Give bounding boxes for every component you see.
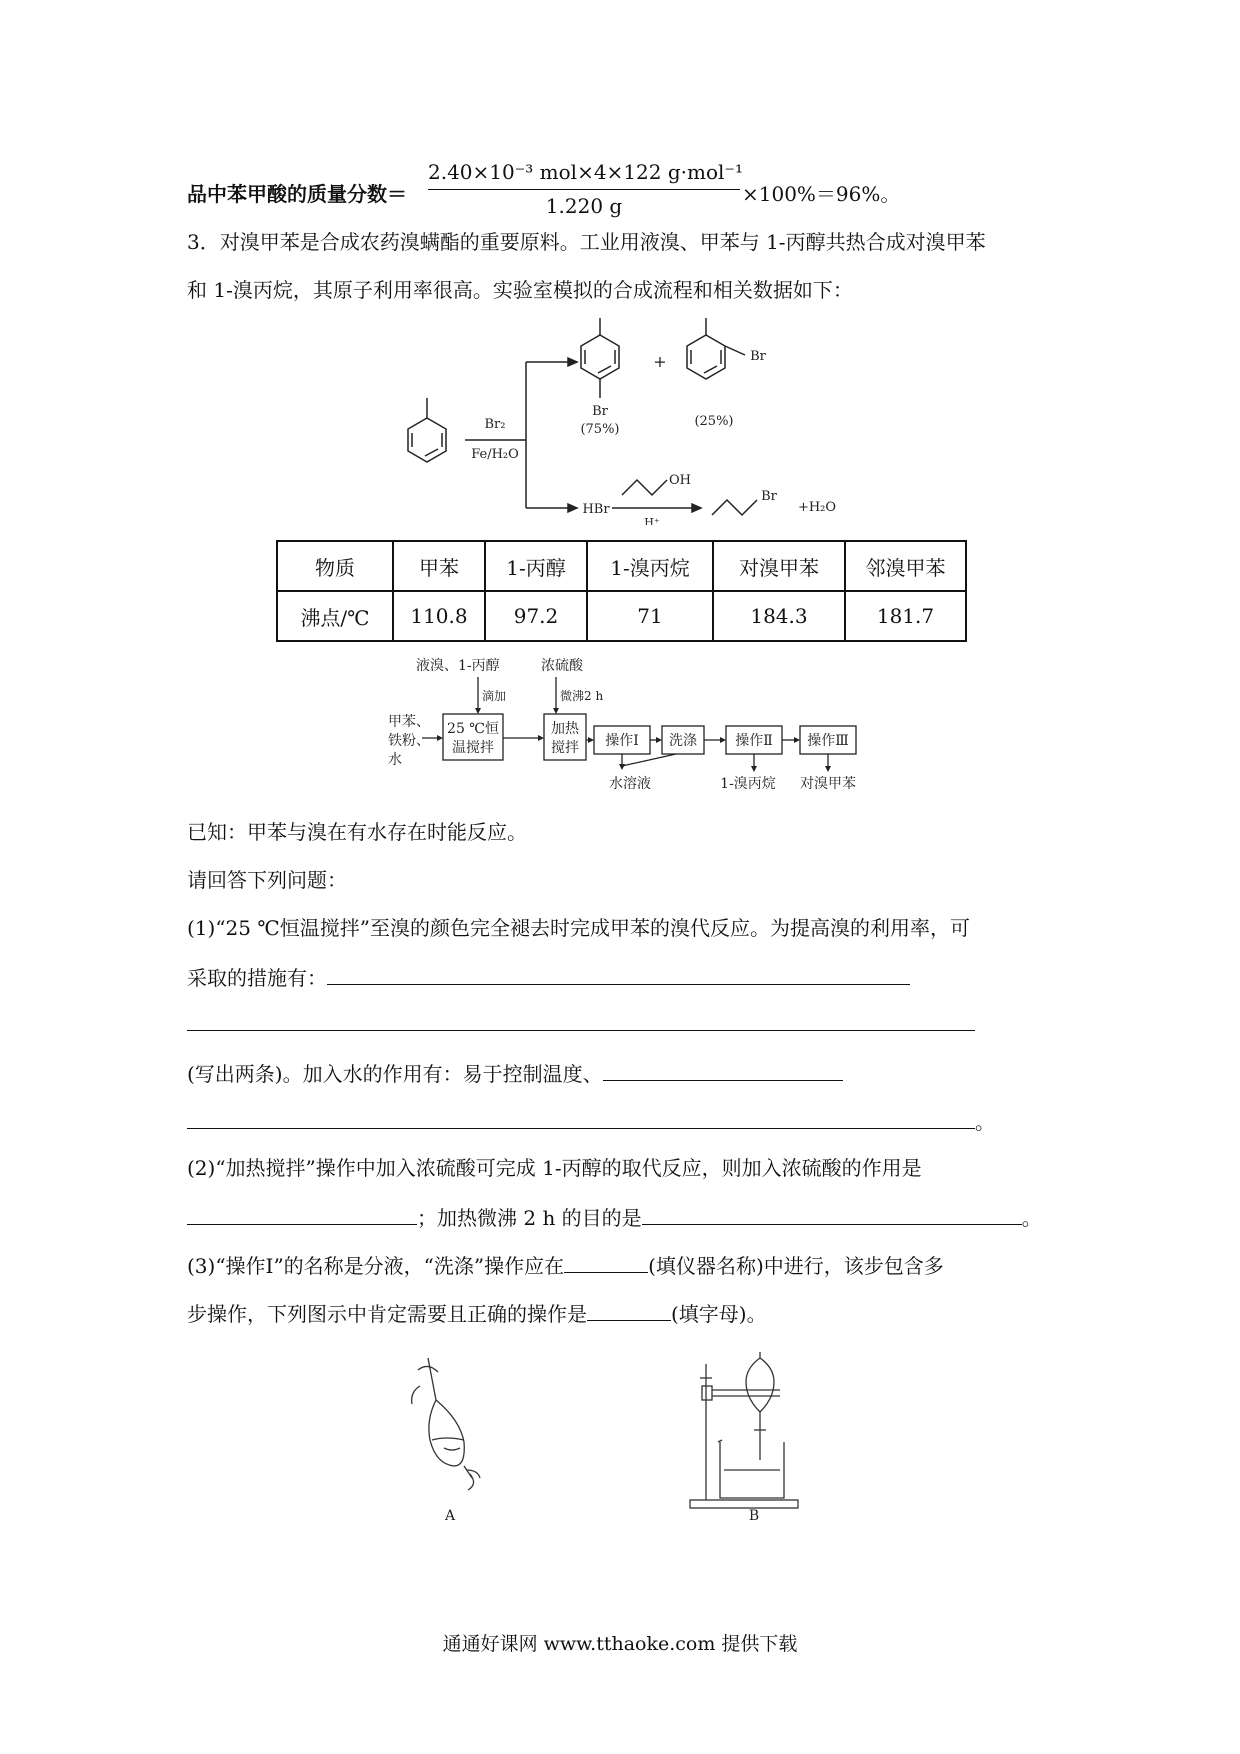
q3-prompt-a: (3)“操作Ⅰ”的名称是分液，“洗涤”操作应在 (187, 1254, 565, 1278)
para-br-label: Br (592, 404, 608, 419)
flow-dropwise: 滴加 (482, 689, 507, 703)
water-label: +H₂O (797, 500, 837, 515)
fraction-bar (428, 189, 740, 190)
q3-prompt-c: 步操作，下列图示中肯定需要且正确的操作是 (187, 1302, 587, 1326)
q3-prompt-d: (填字母)。 (671, 1302, 767, 1326)
table-row (277, 591, 966, 641)
table-cell: 对溴甲苯 (713, 541, 845, 591)
q1-water-prompt: (写出两条)。加入水的作用有：易于控制温度、 (187, 1062, 603, 1086)
box2-line2: 搅拌 (551, 740, 579, 756)
table-cell: 邻溴甲苯 (845, 541, 966, 591)
table-cell: 1-丙醇 (485, 541, 587, 591)
answer-blank-6[interactable] (642, 1202, 1022, 1225)
apparatus-figures (400, 1350, 840, 1530)
answer-blank-1[interactable] (327, 962, 910, 985)
problem-line-1: 3．对溴甲苯是合成农药溴螨酯的重要原料。工业用液溴、甲苯与 1-丙醇共热合成对溴甲苯 (187, 230, 986, 254)
figure-a-shaking-funnel (412, 1358, 480, 1490)
question-3-line-1 (187, 1250, 944, 1280)
box3-label: 操作Ⅰ (605, 733, 639, 749)
reagent-bottom: Fe/H₂O (471, 447, 519, 462)
box2-line1: 加热 (551, 721, 579, 737)
flow-start-iron: 铁粉、 (388, 733, 430, 749)
box1-line2: 温搅拌 (452, 740, 494, 756)
formula-lead: 品中苯甲酸的质量分数＝ (187, 182, 407, 206)
flow-input-bromine-propanol: 液溴、1-丙醇 (416, 658, 500, 674)
box5-label: 操作Ⅱ (735, 733, 773, 749)
figure-b-label: B (748, 1508, 760, 1524)
flow-start-water: 水 (388, 752, 402, 768)
figure-b-separating-funnel-stand (690, 1352, 798, 1508)
formula-tail: ×100%＝96%。 (742, 182, 901, 206)
ortho-yield: (25%) (694, 414, 734, 429)
question-1-line-1: (1)“25 ℃恒温搅拌”至溴的颜色完全褪去时完成甲苯的溴代反应。为提高溴的利用率，可 (187, 916, 970, 940)
question-2-line-2 (187, 1202, 1042, 1232)
formula-numerator: 2.40×10⁻³ mol×4×122 g·mol⁻¹ (428, 160, 743, 184)
answer-blank-2[interactable] (187, 1030, 975, 1031)
oh-label: OH (669, 473, 691, 488)
propanol-structure (622, 480, 667, 495)
question-1-line-4 (187, 1058, 843, 1088)
figure-a-label: A (444, 1508, 456, 1524)
box6-label: 操作Ⅲ (807, 733, 849, 749)
toluene-structure (408, 398, 446, 462)
table-cell: 181.7 (845, 591, 966, 641)
q1-prompt: 采取的措施有： (187, 966, 327, 990)
para-bromotoluene-structure (581, 318, 619, 398)
bromopropane-structure (712, 500, 757, 515)
question-3-line-2 (187, 1298, 767, 1328)
formula-denominator: 1.220 g (545, 194, 623, 218)
catalyst-label: H⁺ (644, 516, 660, 525)
table-cell: 110.8 (393, 591, 485, 641)
q3-prompt-b: (填仪器名称)中进行，该步包含多 (648, 1254, 944, 1278)
flow-start-toluene: 甲苯、 (388, 714, 430, 730)
table-cell: 物质 (277, 541, 393, 591)
period: 。 (975, 1110, 995, 1134)
output-aqueous: 水溶液 (609, 776, 651, 792)
ortho-br-label: Br (750, 349, 766, 364)
table-cell: 1-溴丙烷 (587, 541, 713, 591)
table-cell: 沸点/℃ (277, 591, 393, 641)
hbr-label: HBr (582, 502, 610, 517)
answer-blank-8[interactable] (587, 1298, 671, 1321)
table-cell: 甲苯 (393, 541, 485, 591)
question-1-line-5 (187, 1106, 995, 1136)
page-footer: 通通好课网 www.tthaoke.com 提供下载 (442, 1633, 798, 1655)
question-1-line-2 (187, 962, 910, 992)
answer-blank-7[interactable] (564, 1250, 648, 1273)
flow-input-sulfuric-acid: 浓硫酸 (541, 658, 583, 674)
reagent-top: Br₂ (484, 417, 506, 432)
bromopropane-br-label: Br (761, 489, 777, 504)
question-prompt: 请回答下列问题： (187, 868, 347, 892)
q2-boil-prompt: ；加热微沸 2 h 的目的是 (417, 1206, 642, 1230)
answer-blank-5[interactable] (187, 1202, 417, 1225)
box4-label: 洗涤 (669, 733, 697, 749)
plus-sign: + (653, 352, 667, 371)
para-yield: (75%) (580, 422, 620, 437)
problem-line-2: 和 1-溴丙烷，其原子利用率很高。实验室模拟的合成流程和相关数据如下： (187, 278, 853, 302)
known-statement: 已知：甲苯与溴在有水存在时能反应。 (187, 820, 527, 844)
output-bromotoluene: 对溴甲苯 (800, 776, 856, 792)
table-header-row (277, 541, 966, 591)
output-bromopropane: 1-溴丙烷 (720, 776, 776, 792)
answer-blank-4[interactable] (187, 1106, 975, 1129)
process-flow-diagram (380, 650, 870, 800)
table-cell: 71 (587, 591, 713, 641)
answer-blank-3[interactable] (603, 1058, 843, 1081)
table-cell: 97.2 (485, 591, 587, 641)
table-cell: 184.3 (713, 591, 845, 641)
boiling-point-table (276, 540, 967, 642)
ortho-bromotoluene-structure (687, 318, 745, 379)
box1-line1: 25 ℃恒 (447, 721, 499, 737)
question-2-line-1: (2)“加热搅拌”操作中加入浓硫酸可完成 1-丙醇的取代反应，则加入浓硫酸的作用是 (187, 1156, 922, 1180)
period: 。 (1021, 1206, 1042, 1230)
flow-boil: 微沸2 h (560, 689, 604, 703)
reaction-scheme (380, 305, 860, 525)
